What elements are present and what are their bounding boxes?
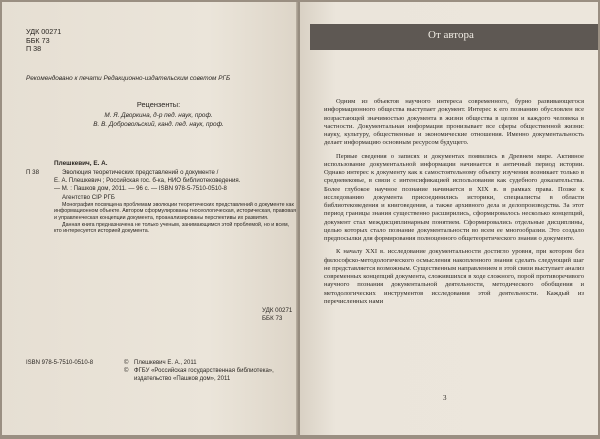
catalog-codes-right — [262, 307, 292, 323]
catalog-annotation: Монография посвящена проблемам эволюции теоретических представлений о документе как информационном объекте. Автором сформулированы гносеологическая, историческая, правовая и управленческая концепции документа, проанализированы перспективы их развития. — [54, 201, 296, 221]
reviewers-heading: Рецензенты: — [136, 100, 181, 109]
left-page — [2, 2, 298, 435]
recommendation-note: Рекомендовано к печати Редакционно-издательским советом РГБ — [26, 75, 231, 82]
catalog-line-4: Агентство CIP РГБ — [62, 193, 115, 201]
isbn: ISBN 978-5-7510-0510-8 — [26, 360, 94, 366]
catalog-annotation-2: Данная книга предназначена не только ученым, занимающимся этой проблемой, но и всем, кто интересуется историей документа. — [54, 221, 290, 235]
copyright-block — [124, 360, 294, 383]
reviewer-1: М. Я. Дворкина, д-р пед. наук, проф. — [104, 112, 213, 119]
catalog-udk: УДК 00271 — [262, 307, 293, 314]
catalog-bbk: ББК 73 — [262, 315, 283, 323]
copyright-symbol: © — [124, 367, 129, 374]
page-number: 3 — [443, 394, 447, 402]
classification-codes — [26, 28, 61, 54]
copyright-line-1 — [124, 360, 294, 368]
catalog-code: П 38 — [26, 169, 40, 176]
copyright-line-2 — [124, 368, 294, 384]
catalog-line-1: Эволюция теоретических представлений о документе / — [62, 169, 219, 176]
chapter-text — [324, 98, 584, 311]
catalog-author: Плешкевич, Е. А. — [54, 160, 108, 167]
paragraph: Одним из объектов научного интереса современного, бурно развивающегося информационного общества выступает документ. Интерес к его познанию обусловлен все возрастающей значимостью документа в жизни общества в целом и каждого человека в частности. Документальная информация пронизывает все сферы общественной жизни: науку, культуру, общественные и экономические отношения. Именно документальность делает информацию основным ресурсом будущего. — [324, 98, 584, 147]
chapter-title: От автора — [428, 29, 474, 41]
copyright-symbol: © — [124, 360, 129, 366]
author-mark: П 38 — [26, 44, 42, 54]
reviewers-block — [26, 100, 291, 129]
bbk-code: ББК 73 — [26, 35, 50, 45]
copyright-text: Плешкевич Е. А., 2011 — [134, 360, 197, 366]
catalog-line-2: Е. А. Плешкевич ; Российская гос. б-ка, НИО библиотековедения. — [54, 177, 241, 185]
chapter-header — [310, 24, 598, 50]
copyright-text: ФГБУ «Российская государственная библиотека», издательство «Пашков дом», 2011 — [134, 367, 274, 382]
reviewer-2: В. В. Добровольский, канд. пед. наук, проф. — [93, 121, 224, 128]
catalog-body — [54, 169, 298, 235]
udk-code: УДК 00271 — [26, 27, 62, 36]
paragraph: Первые сведения о записях и документах появились в Древнем мире. Активное использование документальной информации начинается в античный период истории. Однако интерес к документу как к самостоятельному объекту изучения возникает только в средневековье, в связи с интенсификацией использования как судебного доказательства. Более глубокое научное познание начинается в XIX в. в рамках права. Позже к исследованию документа присоединились историки, специалисты в области библиотековедения и книговедения, а также архивного дела и делопроизводства. За этот период границы знания существенно расширились, сформировалось несколько концепций, документ стал междисциплинарным понятием. Сформировались отдельные дисциплины, целью которых стало познание документальности во всем ее многообразии. Это создало предпосылки для формирования полноценного общетеоретического знания о документе. — [324, 152, 584, 242]
catalog-line-3: — М. : Пашков дом, 2011. — 96 с. — ISBN 978-5-7510-0510-8 — [54, 185, 227, 193]
right-page — [300, 2, 598, 435]
paragraph: К началу XXI в. исследование документальности достигло уровня, при котором без философско-методологического осмысления накопленного знания сделать следующий шаг не представляется возможным. Существенным направлением в этой связи выступает анализ современных концепций документа, сложившихся в ходе сложного, порой противоречивого научного познания документальной деятельности, методического обобщения и методологических инструментов исследования этой деятельности. Каждый из перечисленных нами — [324, 248, 584, 305]
